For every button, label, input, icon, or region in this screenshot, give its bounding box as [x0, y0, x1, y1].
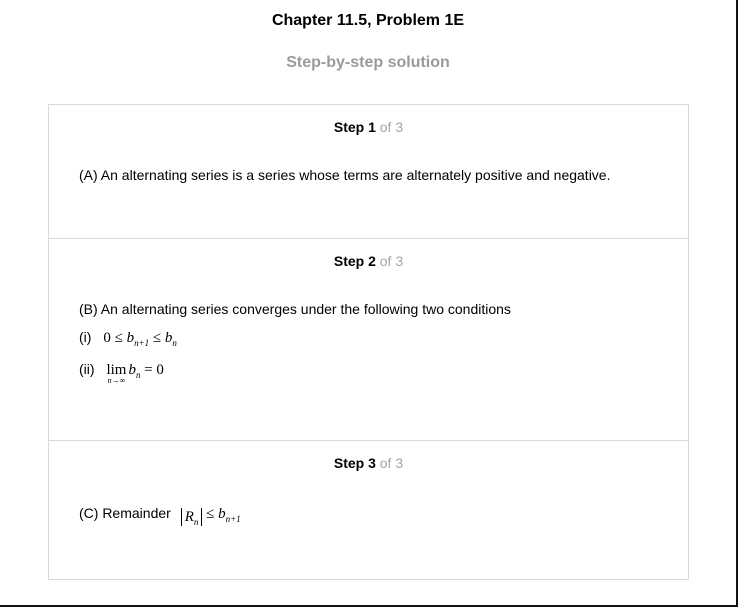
condition-1-formula: $0 \le b_{n+1} \le b_n$ — [103, 330, 177, 348]
step-2-text: (B) An alternating series converges under the following two conditions — [79, 301, 511, 317]
condition-1-label: (i) — [79, 329, 92, 345]
condition-2 — [79, 361, 164, 385]
limit-text: lim — [106, 362, 127, 378]
page-title: Chapter 11.5, Problem 1E — [271, 12, 465, 29]
step-1-count: of 3 — [379, 119, 404, 135]
step-1-header — [49, 119, 688, 135]
step-3-panel — [49, 441, 688, 579]
limit-operator — [106, 362, 127, 385]
condition-2-formula: lim n→∞ $b_n = 0$ — [106, 362, 164, 385]
condition-2-label: (ii) — [79, 361, 95, 377]
limit-subscript: n→∞ — [107, 376, 126, 385]
step-2-label: Step 2 — [333, 253, 376, 269]
step-1-label: Step 1 — [333, 119, 376, 135]
step-3-text: (C) Remainder — [79, 505, 171, 521]
step-3-line — [79, 505, 241, 526]
step-3-label: Step 3 — [333, 455, 376, 471]
step-2-header — [49, 253, 688, 269]
steps-container — [48, 104, 689, 580]
step-2-count: of 3 — [379, 253, 404, 269]
page-subtitle: Step-by-step solution — [286, 54, 450, 71]
step-1-text: (A) An alternating series is a series whose terms are alternately positive and negative. — [79, 167, 611, 183]
step-1-panel — [49, 105, 688, 239]
remainder-formula: $R_n \le b_{n+1}$ — [181, 506, 241, 522]
condition-1 — [79, 329, 177, 347]
step-2-panel — [49, 239, 688, 441]
step-3-count: of 3 — [379, 455, 404, 471]
step-3-header — [49, 455, 688, 471]
